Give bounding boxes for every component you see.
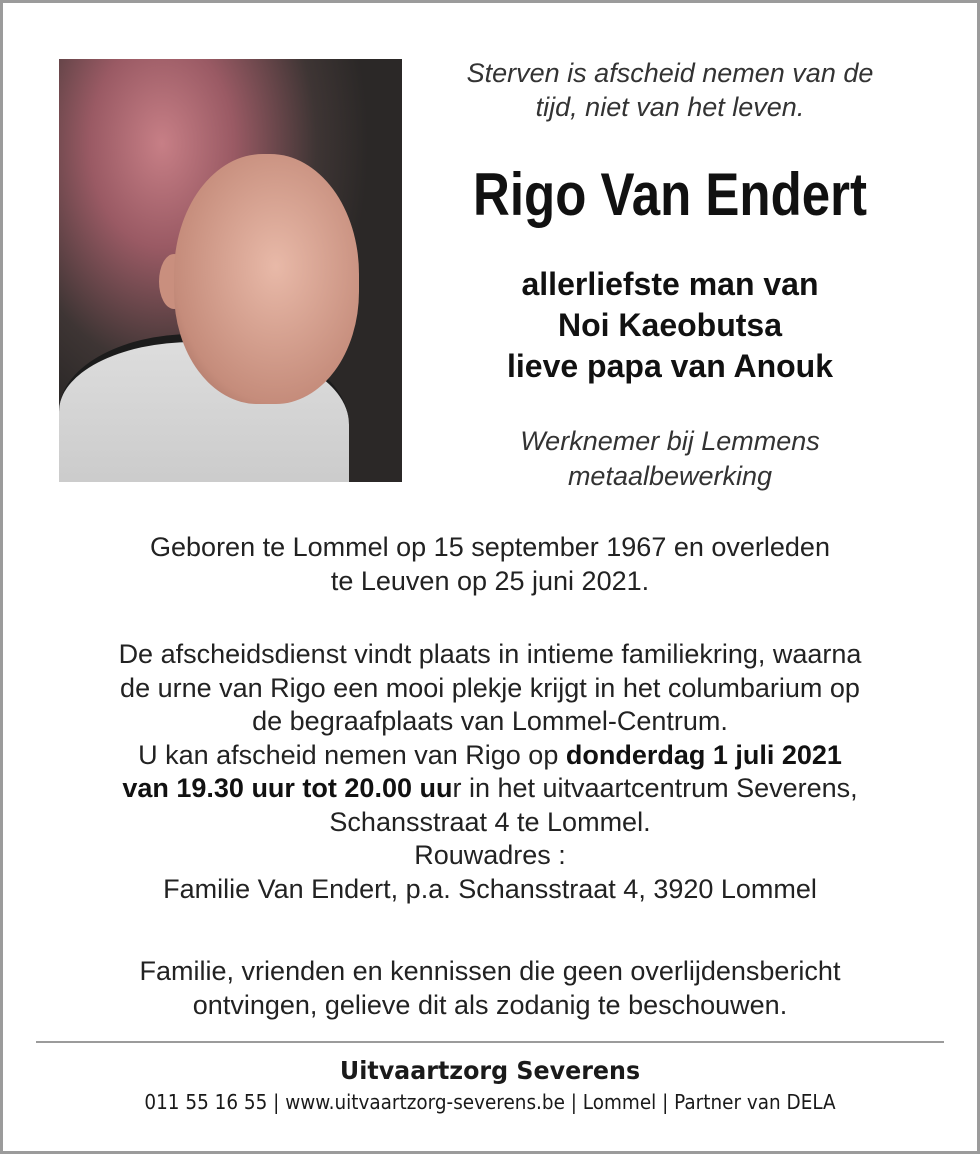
relations	[420, 264, 920, 387]
text-line: te Leuven op 25 juni 2021.	[330, 565, 650, 596]
closing-note	[40, 955, 940, 1022]
text: r in het uitvaartcentrum Severens,	[452, 773, 858, 803]
text-line: de urne van Rigo een mooi plekje krijgt in het columbarium op	[120, 672, 860, 703]
text-line	[40, 739, 940, 773]
text-line: Familie, vrienden en kennissen die geen overlijdensbericht	[139, 956, 841, 986]
funeral-home-name: Uitvaartzorg Severens	[339, 1056, 641, 1085]
photo-head	[174, 154, 359, 404]
birth-death-info	[40, 531, 940, 598]
portrait-photo	[59, 59, 402, 482]
quote-line: tijd, niet van het leven.	[535, 92, 805, 122]
mourning-address: Familie Van Endert, p.a. Schansstraat 4, 3920 Lommel	[163, 873, 817, 904]
visit-date: donderdag 1 juli 2021	[565, 739, 842, 770]
divider	[36, 1041, 944, 1043]
occupation	[420, 424, 920, 494]
text-line: de begraafplaats van Lommel-Centrum.	[252, 706, 728, 736]
text-line: Rouwadres :	[414, 840, 566, 870]
occupation-line: Werknemer bij Lemmens	[520, 426, 820, 456]
text: U kan afscheid nemen van Rigo op	[138, 739, 566, 770]
text-line: Geboren te Lommel op 15 september 1967 en overleden	[150, 532, 830, 562]
occupation-line: metaalbewerking	[567, 461, 773, 491]
relation-line: Noi Kaeobutsa	[557, 307, 783, 343]
visit-time: van 19.30 uur tot 20.00 uu	[122, 773, 453, 803]
quote	[420, 56, 920, 124]
service-info	[40, 638, 940, 906]
funeral-home-info: 011 55 16 55 | www.uitvaartzorg-severens.be | Lommel | Partner van DELA	[144, 1090, 836, 1114]
deceased-name: Rigo Van Endert	[473, 161, 867, 228]
text-line: De afscheidsdienst vindt plaats in intieme familiekring, waarna	[118, 639, 862, 669]
relation-line: lieve papa van Anouk	[506, 348, 834, 384]
relation-line: allerliefste man van	[521, 266, 819, 302]
text-line	[40, 772, 940, 806]
text-line: Schansstraat 4 te Lommel.	[329, 806, 651, 837]
quote-line: Sterven is afscheid nemen van de	[466, 58, 874, 88]
text-line: ontvingen, gelieve dit als zodanig te beschouwen.	[192, 989, 788, 1020]
